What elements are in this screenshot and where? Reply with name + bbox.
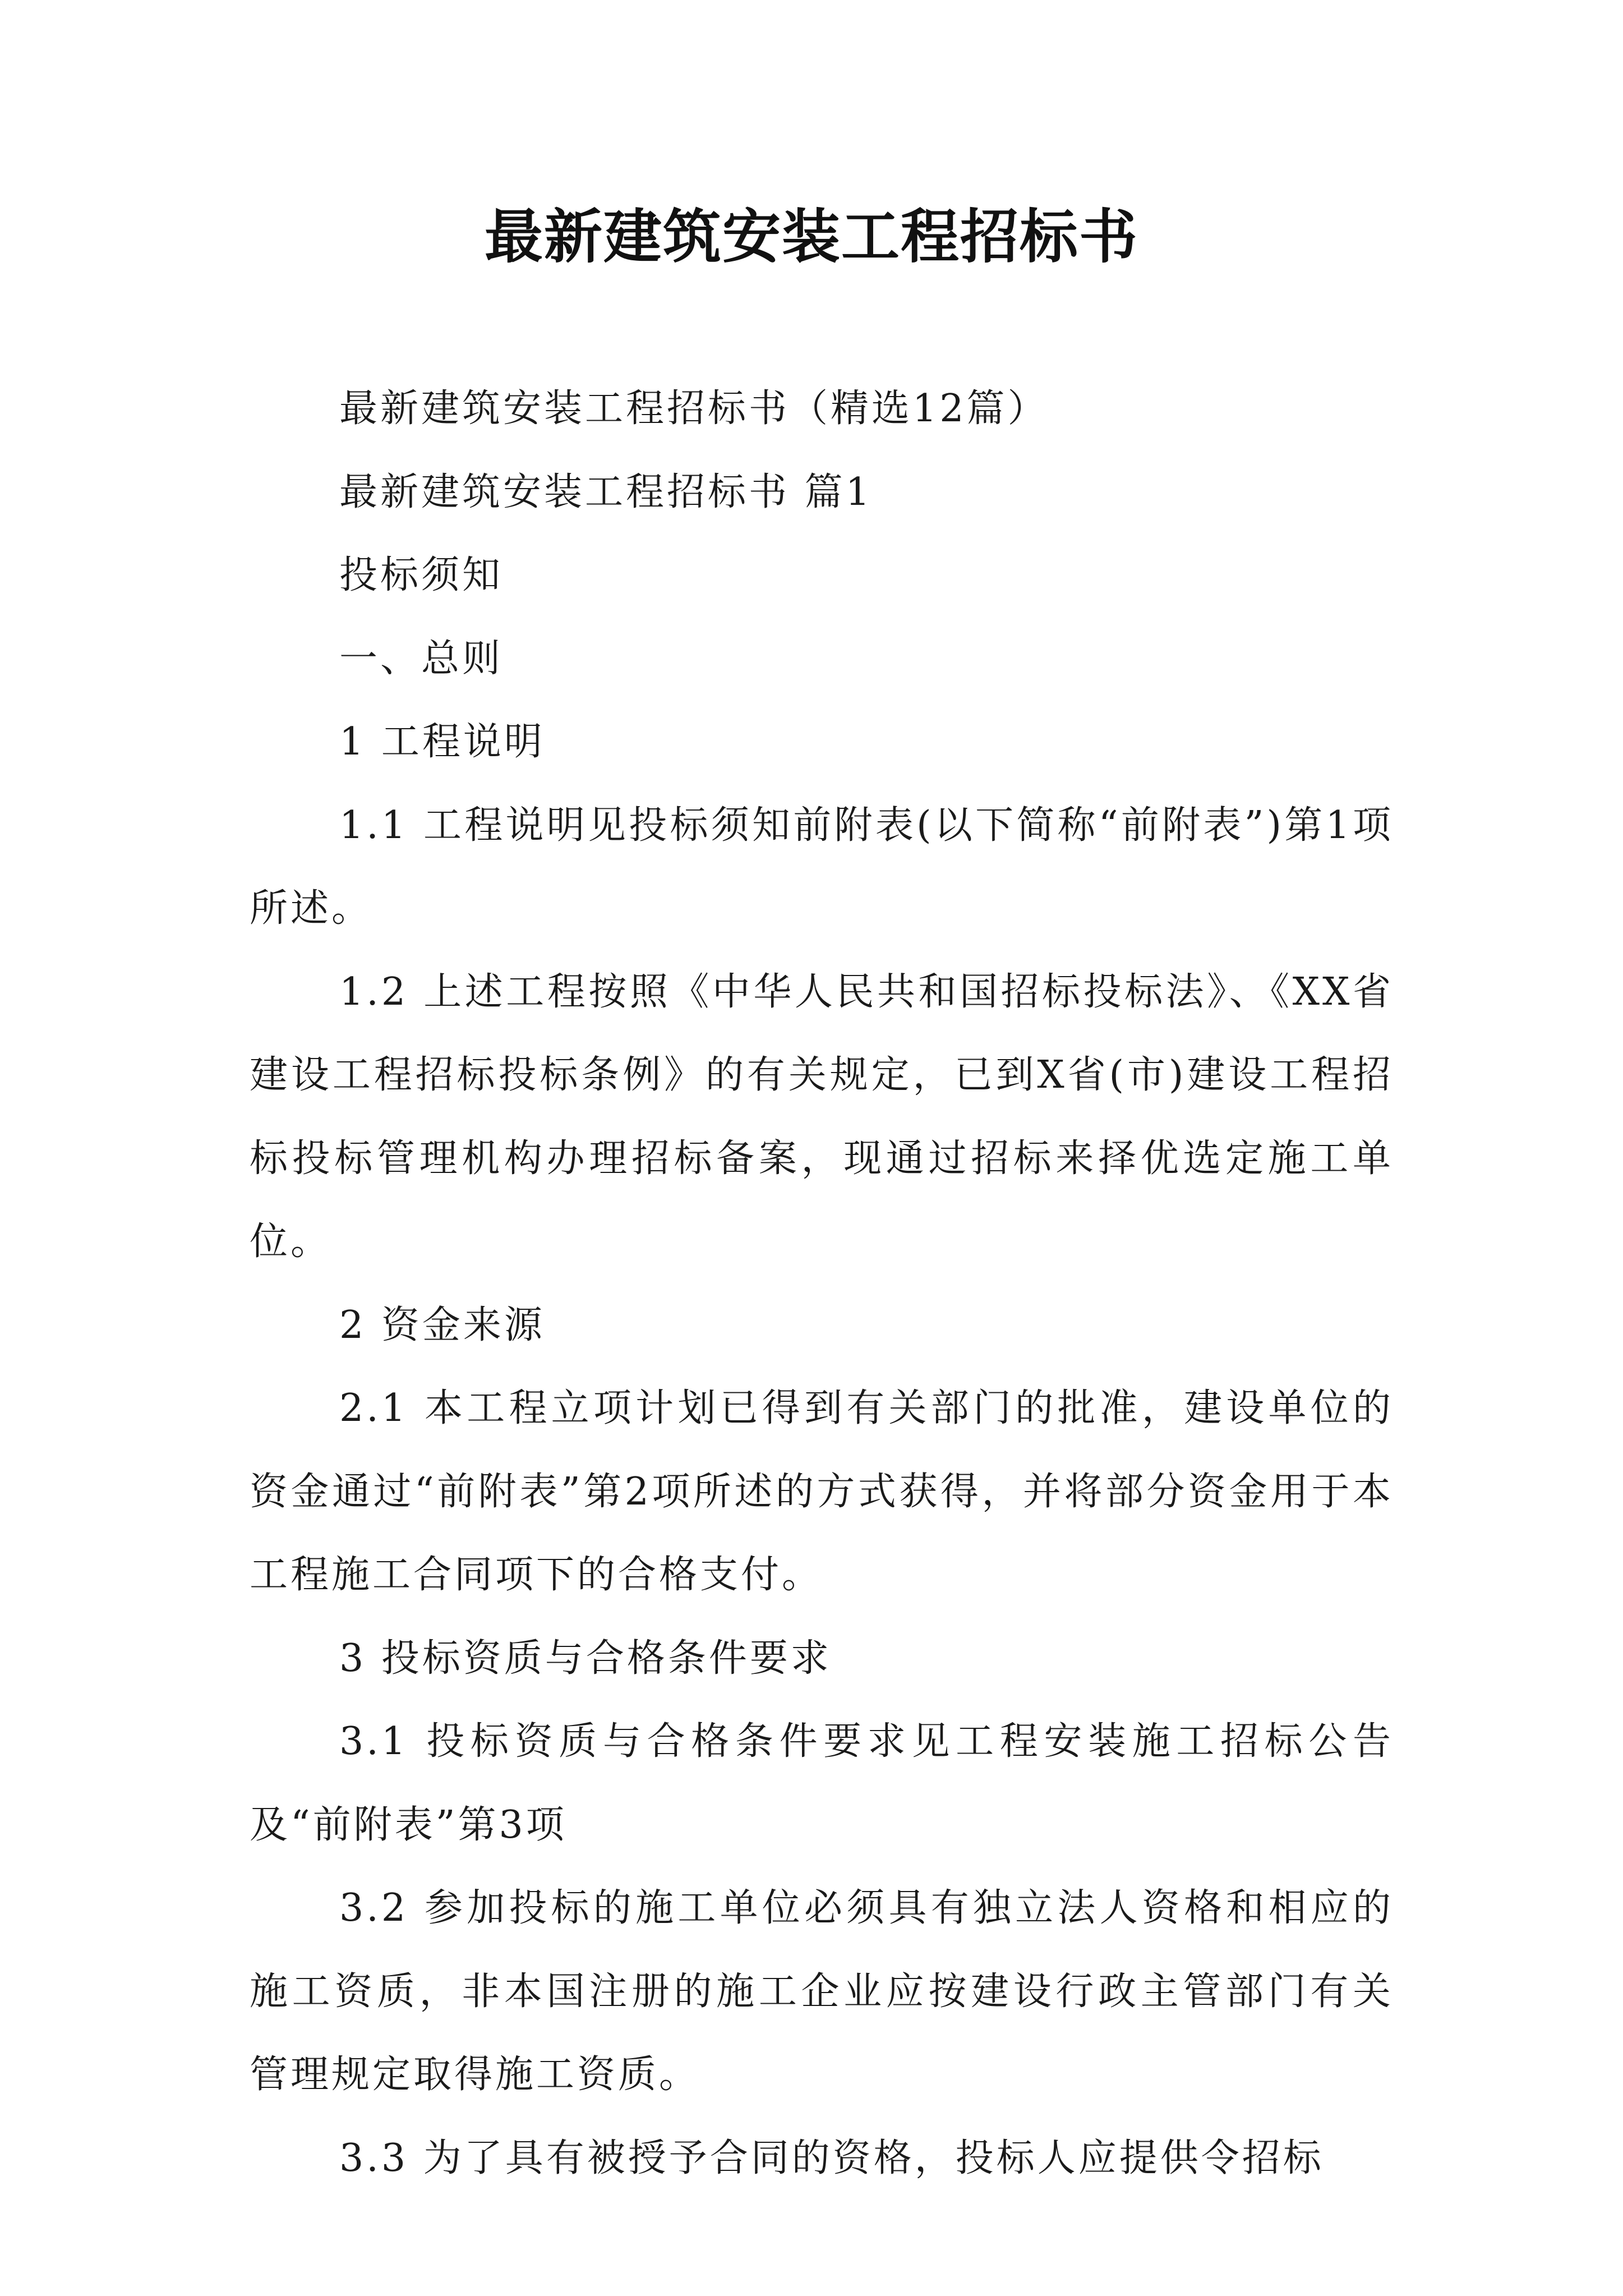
paragraph-section-heading: 投标须知	[339, 553, 504, 597]
paragraph-subtitle: 最新建筑安装工程招标书（精选12篇）	[339, 386, 1049, 431]
document-title: 最新建筑安装工程招标书	[484, 202, 1138, 271]
paragraph-part-heading: 一、总则	[339, 636, 504, 681]
paragraph-clause: 3.2 参加投标的施工单位必须具有独立法人资格和相应的施工资质，非本国注册的施工企业应按建设行政主管部门有关管理规定取得施工资质。	[250, 1886, 1394, 2097]
paragraph-clause: 2.1 本工程立项计划已得到有关部门的批准，建设单位的资金通过“前附表”第2项所述的方式获得，并将部分资金用于本工程施工合同项下的合格支付。	[250, 1386, 1394, 1597]
paragraph-clause: 3.1 投标资质与合格条件要求见工程安装施工招标公告及“前附表”第3项	[250, 1719, 1394, 1847]
paragraph-chapter-heading: 最新建筑安装工程招标书 篇1	[339, 470, 873, 514]
paragraph-clause: 1.2 上述工程按照《中华人民共和国招标投标法》、《XX省建设工程招标投标条例》的有关规定，已到X省(市)建设工程招标投标管理机构办理招标备案，现通过招标来择优选定施工单位。	[250, 969, 1394, 1264]
paragraph-clause: 3.3 为了具有被授予合同的资格，投标人应提供令招标	[339, 2136, 1324, 2180]
document-body	[250, 367, 1394, 2200]
paragraph-item-heading: 2 资金来源	[339, 1303, 545, 1347]
paragraph-clause: 1.1 工程说明见投标须知前附表(以下简称“前附表”)第1项所述。	[250, 803, 1394, 931]
paragraph-item-heading: 1 工程说明	[339, 720, 545, 764]
paragraph-item-heading: 3 投标资质与合格条件要求	[339, 1636, 832, 1681]
